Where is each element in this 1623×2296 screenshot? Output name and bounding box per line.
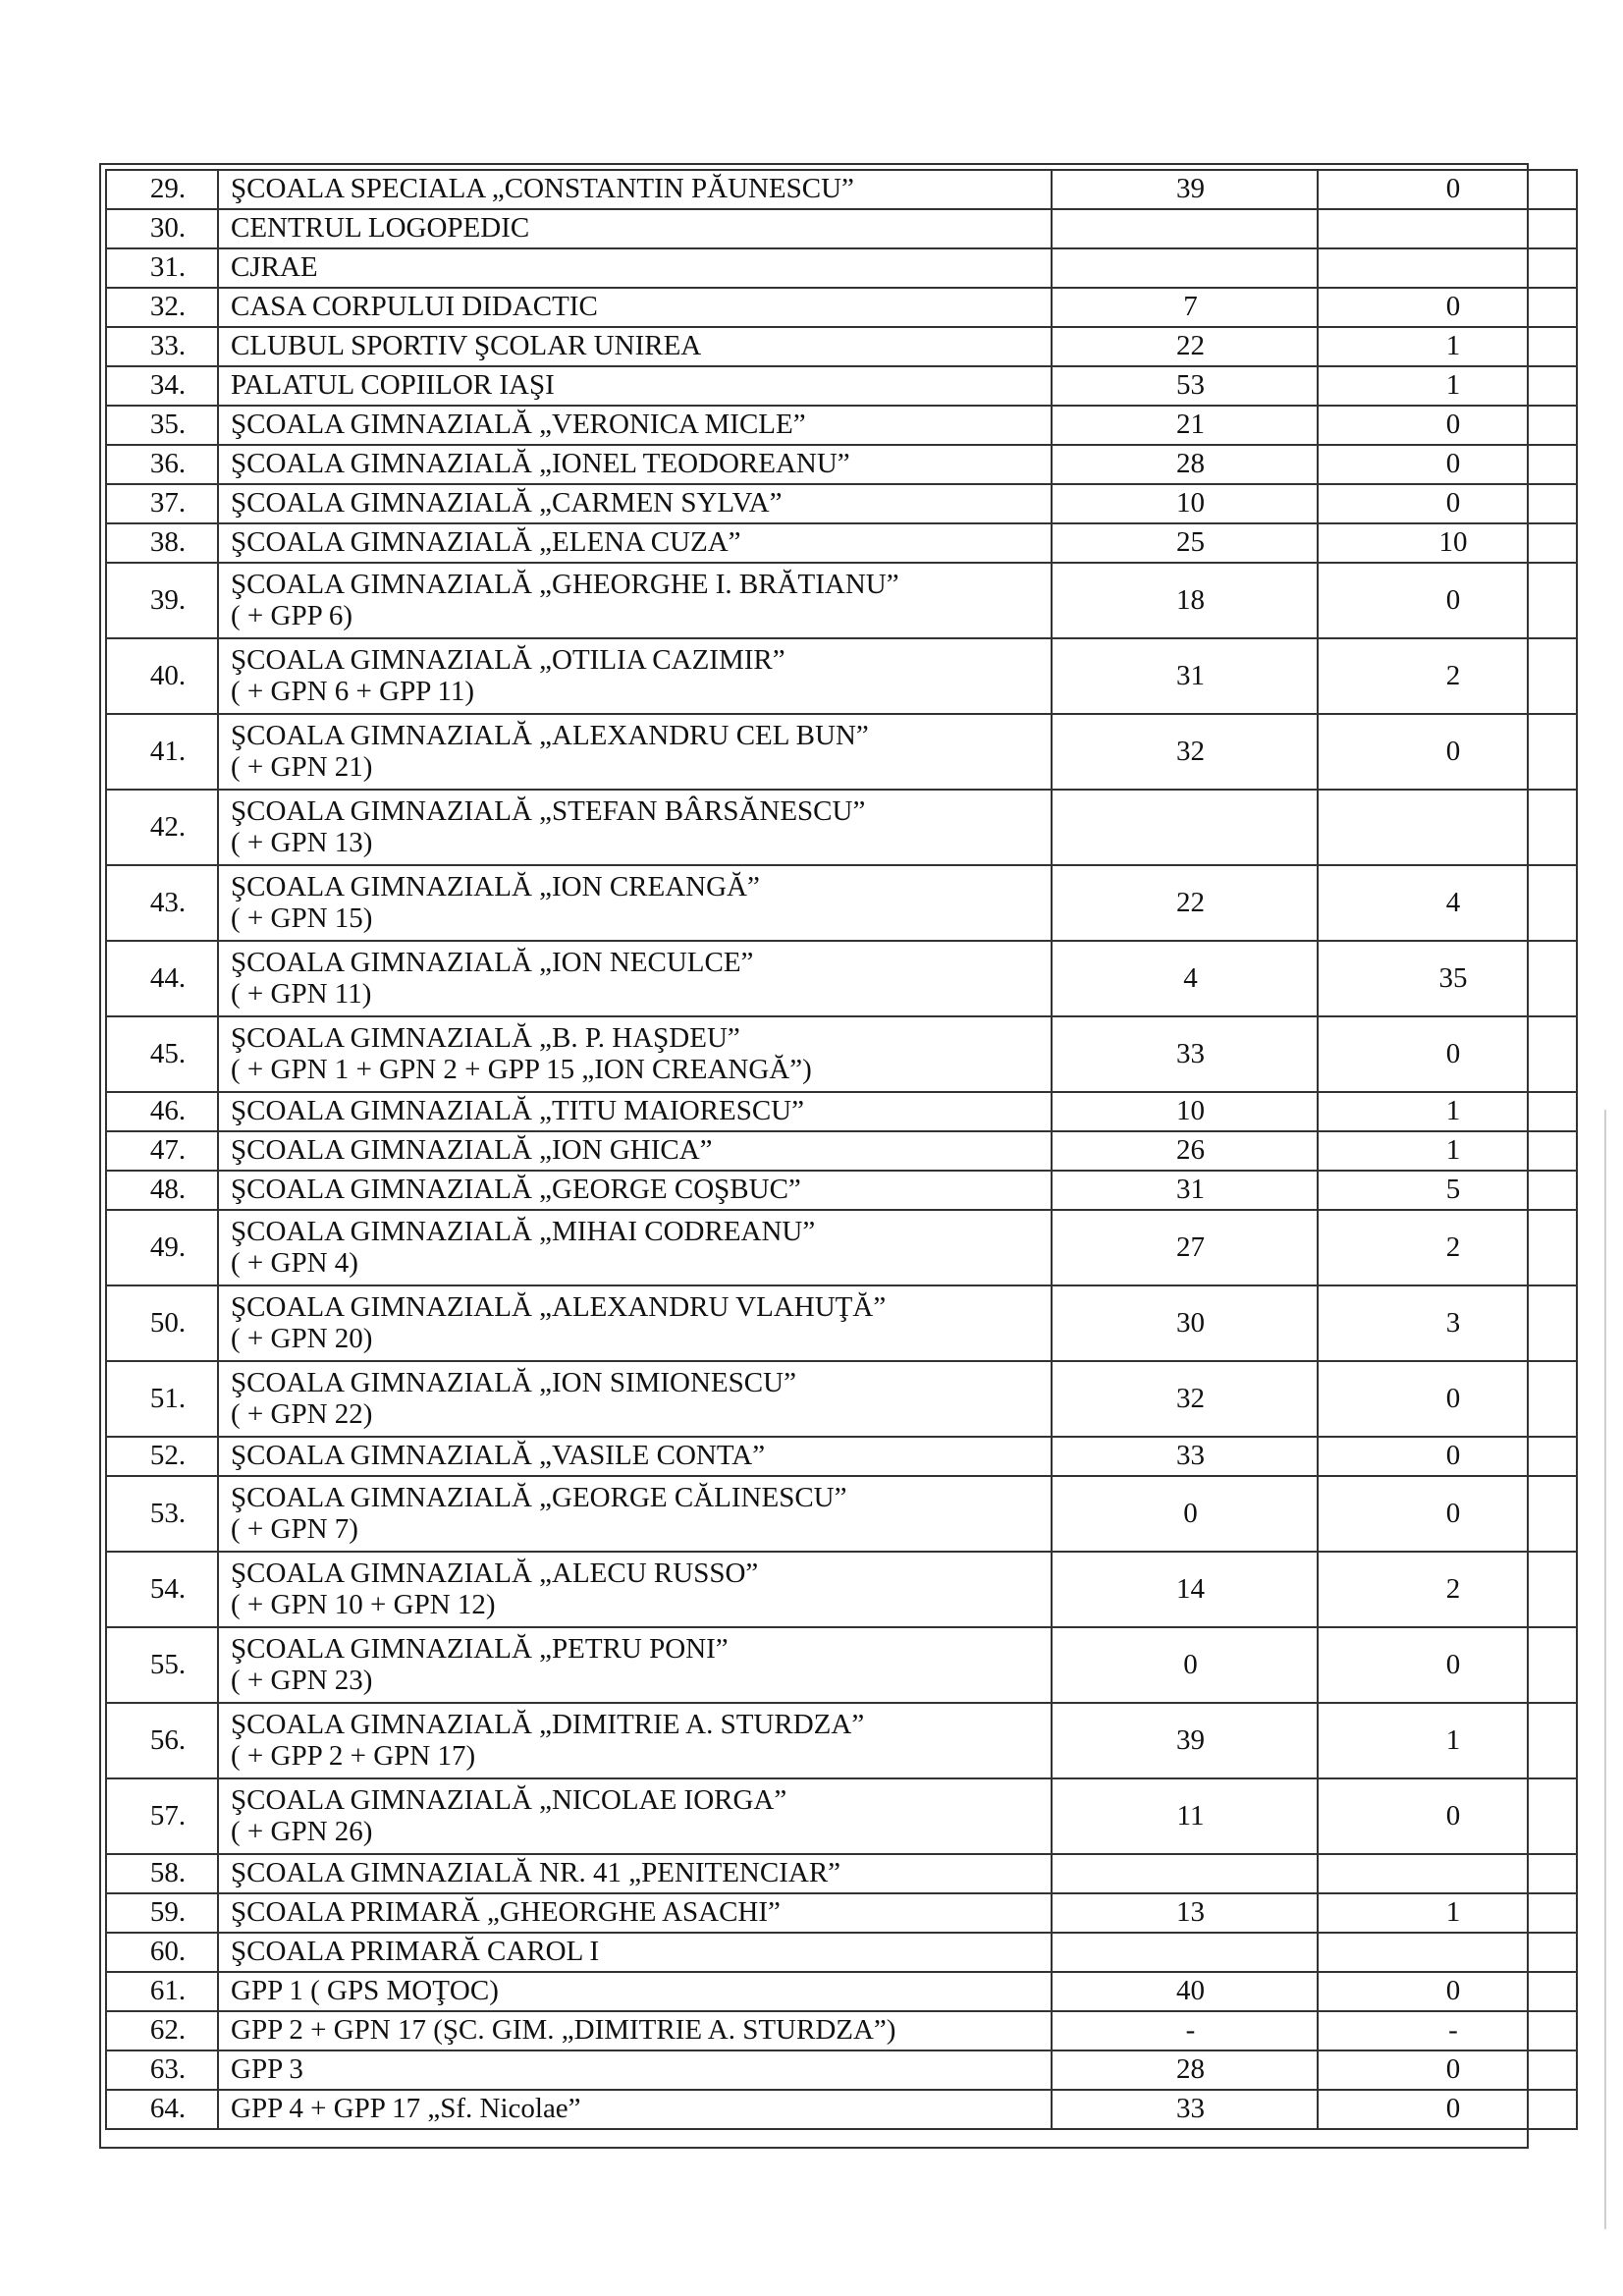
value-column-b: 0 [1318,1972,1577,2011]
row-number: 35. [106,406,218,445]
institution-name-cell [218,209,1052,248]
institution-name-cell [218,445,1052,484]
table-row [106,1210,1577,1285]
value-column-b: 4 [1318,865,1577,941]
institution-name-cell [218,714,1052,790]
institution-annex: ( + GPN 13) [231,826,373,858]
table-row [106,170,1577,209]
institution-name-cell [218,523,1052,563]
institution-name: ŞCOALA GIMNAZIALĂ „NICOLAE IORGA” [231,1784,787,1817]
institution-annex: ( + GPP 2 + GPN 17) [231,1739,476,1772]
institution-name-cell [218,1361,1052,1437]
table-row [106,1893,1577,1933]
table-row [106,1627,1577,1703]
value-column-b [1318,248,1577,288]
row-number: 60. [106,1933,218,1972]
value-column-a: 31 [1052,638,1318,714]
institution-name: ŞCOALA GIMNAZIALĂ „IONEL TEODOREANU” [231,448,850,480]
value-column-a: 18 [1052,563,1318,638]
institution-name-cell [218,1893,1052,1933]
institution-name: CJRAE [231,251,318,284]
value-column-a: 33 [1052,1016,1318,1092]
institution-annex: ( + GPN 7) [231,1512,358,1545]
value-column-b: 5 [1318,1171,1577,1210]
institution-name: CENTRUL LOGOPEDIC [231,212,530,245]
value-column-b: 35 [1318,941,1577,1016]
institution-name-cell [218,865,1052,941]
institution-name: ŞCOALA GIMNAZIALĂ „ALEXANDRU VLAHUŢĂ” [231,1291,887,1324]
table-row [106,523,1577,563]
institution-name-cell [218,1552,1052,1627]
institution-name-cell [218,1131,1052,1171]
value-column-b: 1 [1318,1893,1577,1933]
institution-annex: ( + GPN 1 + GPN 2 + GPP 15 „ION CREANGĂ”) [231,1053,812,1085]
table-row [106,484,1577,523]
table-row [106,1092,1577,1131]
institution-annex: ( + GPN 11) [231,977,372,1010]
institution-name: ŞCOALA GIMNAZIALĂ NR. 41 „PENITENCIAR” [231,1857,841,1889]
value-column-a [1052,1933,1318,1972]
row-number: 40. [106,638,218,714]
table-row [106,1552,1577,1627]
institution-name: GPP 3 [231,2053,303,2086]
value-column-b: 0 [1318,1361,1577,1437]
institution-name-cell [218,406,1052,445]
institution-name: CASA CORPULUI DIDACTIC [231,291,598,323]
institution-name-cell [218,1171,1052,1210]
row-number: 53. [106,1476,218,1552]
row-number: 37. [106,484,218,523]
row-number: 33. [106,327,218,366]
value-column-a: 28 [1052,445,1318,484]
table-row [106,288,1577,327]
institution-name: ŞCOALA GIMNAZIALĂ „OTILIA CAZIMIR” [231,644,785,677]
institution-name-cell [218,790,1052,865]
table-row [106,1476,1577,1552]
institution-annex: ( + GPN 21) [231,750,373,783]
table-row [106,445,1577,484]
value-column-b: 1 [1318,327,1577,366]
table-row [106,1703,1577,1778]
institution-name: ŞCOALA GIMNAZIALĂ „B. P. HAŞDEU” [231,1022,740,1055]
institution-name: ŞCOALA PRIMARĂ CAROL I [231,1936,600,1968]
institution-name: ŞCOALA GIMNAZIALĂ „TITU MAIORESCU” [231,1095,804,1127]
row-number: 39. [106,563,218,638]
schools-table-body [106,170,1577,2129]
value-column-a: 27 [1052,1210,1318,1285]
institution-name: CLUBUL SPORTIV ŞCOLAR UNIREA [231,330,702,362]
value-column-a: 13 [1052,1893,1318,1933]
table-row [106,1972,1577,2011]
institution-name-cell [218,366,1052,406]
institution-name-cell [218,563,1052,638]
institution-name: GPP 2 + GPN 17 (ŞC. GIM. „DIMITRIE A. STURDZA”) [231,2014,896,2047]
value-column-a: 14 [1052,1552,1318,1627]
table-row [106,1437,1577,1476]
value-column-b [1318,209,1577,248]
institution-name: ŞCOALA GIMNAZIALĂ „ION NECULCE” [231,947,754,979]
row-number: 58. [106,1854,218,1893]
institution-name: ŞCOALA GIMNAZIALĂ „PETRU PONI” [231,1633,729,1666]
row-number: 64. [106,2090,218,2129]
value-column-b: 0 [1318,1627,1577,1703]
value-column-b: 2 [1318,1552,1577,1627]
scan-edge-line [1604,1110,1606,2229]
value-column-b: 0 [1318,445,1577,484]
value-column-b: 0 [1318,1016,1577,1092]
institution-name-cell [218,2050,1052,2090]
institution-name: ŞCOALA GIMNAZIALĂ „STEFAN BÂRSĂNESCU” [231,795,866,828]
value-column-a: 39 [1052,170,1318,209]
value-column-a: 22 [1052,327,1318,366]
institution-name-cell [218,1092,1052,1131]
table-row [106,1016,1577,1092]
institution-name-cell [218,1285,1052,1361]
value-column-a: 21 [1052,406,1318,445]
institution-name: ŞCOALA GIMNAZIALĂ „GHEORGHE I. BRĂTIANU” [231,569,899,601]
value-column-a: 26 [1052,1131,1318,1171]
row-number: 56. [106,1703,218,1778]
table-row [106,248,1577,288]
value-column-a: 0 [1052,1476,1318,1552]
value-column-b: 1 [1318,1703,1577,1778]
value-column-b: 0 [1318,1437,1577,1476]
row-number: 57. [106,1778,218,1854]
row-number: 55. [106,1627,218,1703]
row-number: 42. [106,790,218,865]
row-number: 32. [106,288,218,327]
institution-name-cell [218,327,1052,366]
row-number: 54. [106,1552,218,1627]
institution-name: ŞCOALA GIMNAZIALĂ „ALECU RUSSO” [231,1558,759,1590]
institution-name: ŞCOALA GIMNAZIALĂ „DIMITRIE A. STURDZA” [231,1709,865,1741]
institution-name: PALATUL COPIILOR IAŞI [231,369,555,402]
value-column-b: 10 [1318,523,1577,563]
value-column-b: 1 [1318,366,1577,406]
row-number: 45. [106,1016,218,1092]
value-column-b [1318,1933,1577,1972]
table-row [106,1933,1577,1972]
table-row [106,1171,1577,1210]
value-column-a [1052,1854,1318,1893]
value-column-b [1318,1854,1577,1893]
value-column-a: 22 [1052,865,1318,941]
value-column-a: 10 [1052,1092,1318,1131]
value-column-a: 31 [1052,1171,1318,1210]
institution-name-cell [218,1778,1052,1854]
institution-annex: ( + GPN 26) [231,1815,373,1847]
institution-name: ŞCOALA GIMNAZIALĂ „VASILE CONTA” [231,1440,766,1472]
institution-name-cell [218,1703,1052,1778]
row-number: 52. [106,1437,218,1476]
row-number: 38. [106,523,218,563]
value-column-a: 4 [1052,941,1318,1016]
institution-name: ŞCOALA GIMNAZIALĂ „MIHAI CODREANU” [231,1216,816,1248]
value-column-b: 0 [1318,406,1577,445]
row-number: 36. [106,445,218,484]
institution-annex: ( + GPN 4) [231,1246,358,1279]
value-column-a: 39 [1052,1703,1318,1778]
table-row [106,638,1577,714]
institution-annex: ( + GPN 20) [231,1322,373,1354]
value-column-b: 1 [1318,1131,1577,1171]
value-column-a: 53 [1052,366,1318,406]
table-row [106,2011,1577,2050]
institution-name-cell [218,248,1052,288]
institution-name: ŞCOALA GIMNAZIALĂ „ELENA CUZA” [231,526,741,559]
value-column-b: 0 [1318,714,1577,790]
row-number: 43. [106,865,218,941]
institution-name: ŞCOALA GIMNAZIALĂ „ION SIMIONESCU” [231,1367,796,1399]
value-column-b: 0 [1318,288,1577,327]
institution-name-cell [218,288,1052,327]
value-column-b: 0 [1318,2050,1577,2090]
value-column-b: 0 [1318,2090,1577,2129]
institution-name-cell [218,1210,1052,1285]
row-number: 51. [106,1361,218,1437]
institution-annex: ( + GPN 23) [231,1664,373,1696]
institution-name-cell [218,1854,1052,1893]
institution-annex: ( + GPN 15) [231,902,373,934]
value-column-a: 32 [1052,1361,1318,1437]
institution-name: ŞCOALA PRIMARĂ „GHEORGHE ASACHI” [231,1896,781,1929]
table-row [106,406,1577,445]
value-column-a: 11 [1052,1778,1318,1854]
institution-name-cell [218,1627,1052,1703]
institution-name: GPP 4 + GPP 17 „Sf. Nicolae” [231,2093,581,2125]
row-number: 63. [106,2050,218,2090]
institution-annex: ( + GPN 10 + GPN 12) [231,1588,496,1620]
schools-table [105,169,1578,2130]
institution-name-cell [218,941,1052,1016]
institution-name-cell [218,1933,1052,1972]
row-number: 48. [106,1171,218,1210]
table-row [106,790,1577,865]
institution-name-cell [218,2090,1052,2129]
table-row [106,865,1577,941]
value-column-a [1052,790,1318,865]
table-row [106,714,1577,790]
value-column-a: 33 [1052,1437,1318,1476]
row-number: 29. [106,170,218,209]
table-row [106,1361,1577,1437]
institution-name: ŞCOALA GIMNAZIALĂ „GEORGE CĂLINESCU” [231,1482,847,1514]
institution-name-cell [218,2011,1052,2050]
value-column-b: 2 [1318,1210,1577,1285]
institution-name: ŞCOALA GIMNAZIALĂ „GEORGE COŞBUC” [231,1174,801,1206]
table-row [106,1285,1577,1361]
row-number: 47. [106,1131,218,1171]
institution-annex: ( + GPP 6) [231,599,353,631]
institution-annex: ( + GPN 22) [231,1397,373,1430]
table-row [106,2090,1577,2129]
row-number: 46. [106,1092,218,1131]
row-number: 34. [106,366,218,406]
value-column-b: 0 [1318,563,1577,638]
value-column-b: 0 [1318,1476,1577,1552]
value-column-a: 32 [1052,714,1318,790]
table-row [106,1778,1577,1854]
row-number: 62. [106,2011,218,2050]
value-column-a: 0 [1052,1627,1318,1703]
value-column-b: 1 [1318,1092,1577,1131]
row-number: 49. [106,1210,218,1285]
institution-name: ŞCOALA GIMNAZIALĂ „ALEXANDRU CEL BUN” [231,720,869,752]
value-column-b: 0 [1318,1778,1577,1854]
value-column-b: 3 [1318,1285,1577,1361]
value-column-a: 28 [1052,2050,1318,2090]
row-number: 61. [106,1972,218,2011]
value-column-a: - [1052,2011,1318,2050]
table-row [106,1131,1577,1171]
value-column-b: 0 [1318,170,1577,209]
value-column-b: 2 [1318,638,1577,714]
value-column-b: - [1318,2011,1577,2050]
value-column-a: 30 [1052,1285,1318,1361]
value-column-b: 0 [1318,484,1577,523]
institution-annex: ( + GPN 6 + GPP 11) [231,675,475,707]
value-column-a: 25 [1052,523,1318,563]
institution-name: ŞCOALA SPECIALA „CONSTANTIN PĂUNESCU” [231,173,854,205]
institution-name: ŞCOALA GIMNAZIALĂ „ION CREANGĂ” [231,871,760,903]
institution-name-cell [218,1016,1052,1092]
table-row [106,327,1577,366]
institution-name: ŞCOALA GIMNAZIALĂ „ION GHICA” [231,1134,713,1167]
institution-name-cell [218,1972,1052,2011]
row-number: 59. [106,1893,218,1933]
institution-name: ŞCOALA GIMNAZIALĂ „CARMEN SYLVA” [231,487,783,519]
institution-name-cell [218,170,1052,209]
value-column-a [1052,209,1318,248]
institution-name-cell [218,1437,1052,1476]
table-row [106,366,1577,406]
row-number: 41. [106,714,218,790]
row-number: 30. [106,209,218,248]
value-column-a: 40 [1052,1972,1318,2011]
table-row [106,209,1577,248]
row-number: 31. [106,248,218,288]
value-column-b [1318,790,1577,865]
row-number: 44. [106,941,218,1016]
value-column-a: 7 [1052,288,1318,327]
institution-name-cell [218,484,1052,523]
row-number: 50. [106,1285,218,1361]
value-column-a: 10 [1052,484,1318,523]
value-column-a [1052,248,1318,288]
institution-name: ŞCOALA GIMNAZIALĂ „VERONICA MICLE” [231,409,806,441]
institution-name-cell [218,638,1052,714]
table-row [106,2050,1577,2090]
table-row [106,563,1577,638]
table-row [106,1854,1577,1893]
institution-name-cell [218,1476,1052,1552]
institution-name: GPP 1 ( GPS MOŢOC) [231,1975,499,2007]
value-column-a: 33 [1052,2090,1318,2129]
table-row [106,941,1577,1016]
